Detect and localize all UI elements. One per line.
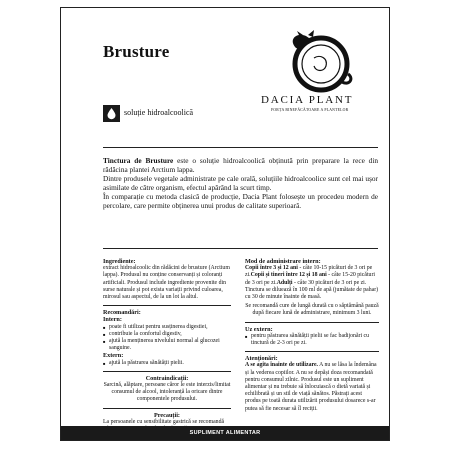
product-label [60, 7, 390, 441]
warnings-bold: A se agita înainte de utilizare. [245, 362, 318, 369]
product-title: Brusture [103, 42, 170, 61]
cure-text: Se recomandă cure de lungă durată cu o săptămână pauză după fiecare lună de administrare, minimum 3 luni. [245, 303, 379, 317]
ingredients-text: extract hidroalcoolic din rădăcini de brusture (Arctium lappa). Produsul nu conține conservanți și coloranți artificiali. Produsul include ingrediente provenite din surse naturale și pot exista variații privind culoarea, mirosul sau aspectul, de la un lot la altul. [103, 265, 230, 301]
dose-teens-text: - câte 15-20 picături de 3 ori pe zi. [245, 272, 375, 286]
dose-children-label: Copii între 3 și 12 ani [245, 265, 298, 272]
internal-list [103, 324, 231, 353]
administration-heading: Mod de administrare intern: [245, 258, 321, 265]
dose-children-text: - câte 10-15 picături de 3 ori pe zi. [245, 265, 373, 279]
list-item: ■ ajută la păstrarea sănătății pielii. [103, 360, 231, 367]
divider-middle [103, 248, 378, 249]
list-item: ■ pentru păstrarea sănătății pielii se fac badijonări cu tinctură de 2-3 ori pe zi. [245, 333, 379, 347]
product-subtitle: soluție hidroalcoolică [124, 108, 194, 117]
intro-bold: Tinctura de Brusture [103, 156, 174, 165]
precautions-heading: Precauții: [153, 411, 180, 419]
list-item: ■ contribuie la confortul digestiv, [103, 331, 231, 338]
intro-p2: Dintre produsele vegetale administrate pe cale orală, soluțiile hidroalcoolice sunt cel mai ușor asimilate de către organism, efectul apărând la scurt timp. [103, 174, 378, 193]
brand-name: DACIA PLANT [261, 94, 354, 106]
dose-adults-text: - câte 30 picături de 3 ori pe zi. [292, 279, 367, 286]
internal-heading: Intern: [103, 316, 122, 324]
precautions-text: La persoanele cu sensibilitate gastrică se recomandă [103, 418, 225, 425]
external-heading: Extern: [103, 352, 124, 360]
dose-adults-label: Adulți [276, 279, 293, 286]
divider [103, 371, 231, 372]
left-column [103, 258, 231, 433]
dragon-logo-icon [266, 28, 376, 100]
intro-text [103, 156, 378, 211]
divider [103, 305, 231, 306]
divider [245, 351, 379, 352]
intro-p3: În comparație cu metoda clasică de producție, Dacia Plant folosește un procedeu modern de percolare, care permite obținerea unui produs de calitate superioară. [103, 192, 378, 211]
right-column [245, 258, 379, 413]
external-use-list [245, 333, 379, 347]
dilution-text: Tinctura se diluează în 100 ml de apă (jumătate de pahar) cu 30 de minute înainte de masă. [245, 286, 379, 301]
recommendations-heading: Recomandări: [103, 309, 141, 317]
divider-top [103, 147, 378, 148]
external-list [103, 360, 231, 367]
list-item: ■ poate fi utilizat pentru susținerea digestiei, [103, 324, 231, 331]
divider [103, 408, 231, 409]
brand-tagline: FORȚA BINEFĂCĂTOARE A PLANTELOR [271, 108, 349, 112]
contraindications-text: Sarcină, alăptare, persoane căror le este interzis/limitat consumul de alcool, intoleranță la oricare dintre componentele produsului. [103, 382, 231, 403]
list-item: ■ ajută la menținerea nivelului normal al glucozei sanguine. [103, 338, 231, 352]
intro-rest: este o soluție hidroalcoolică obținută prin preparare la rece din rădăcina plantei Arctium lappa. [103, 156, 379, 175]
external-use-heading: Uz extern: [245, 325, 273, 333]
warnings-heading: Atenționări: [245, 355, 278, 363]
ingredients-heading: Ingrediente: [103, 258, 136, 265]
drop-icon [103, 105, 120, 122]
divider [245, 322, 379, 323]
contraindications-heading: Contraindicații: [145, 374, 189, 382]
warnings-text: A nu se lăsa la îndemâna și la vederea copiilor. A nu se depăși doza recomandată pentru consumul zilnic. Produsul este un supliment alimentar și nu trebuie să înlocuiască o dietă variată și echilibrată și un stil de viață sănătos. Păstrați acest produs pe toată durata utilizării produsului dosarece s-ar putea să fie necesar să îl reciții. [245, 362, 377, 412]
dose-teens-label: Copii și tineri între 12 și 18 ani [250, 272, 327, 279]
footer-banner: SUPLIMENT ALIMENTAR [61, 426, 389, 440]
